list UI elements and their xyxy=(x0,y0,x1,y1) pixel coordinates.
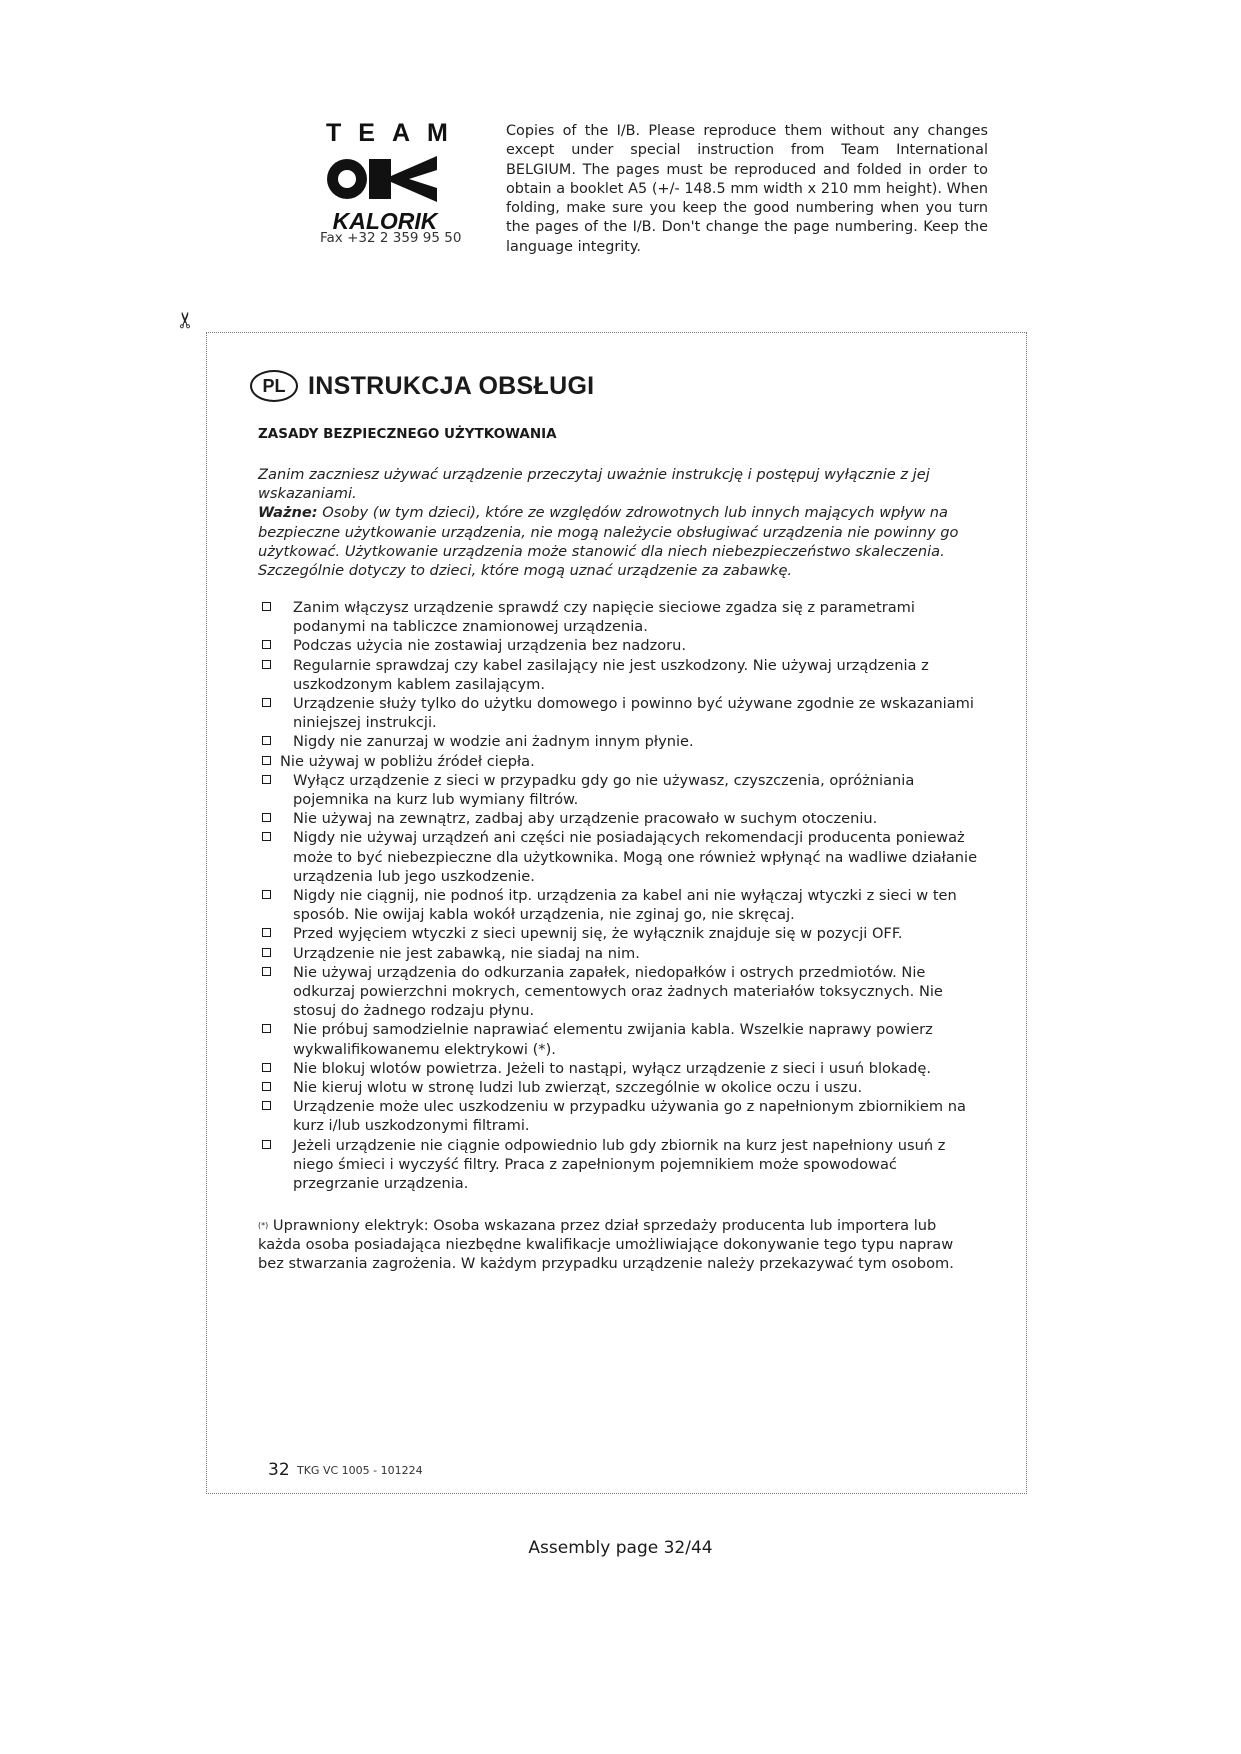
important-text: Osoby (w tym dzieci), które ze względów zdrowotnych lub innych mających wpływ na bezpieczne użytkowanie urządzenia, nie mogą należycie obsługiwać urządzenia nie powinny go użytkować. Użytkowanie urządzenia może stanowić dla niech niebezpieczeństwo skaleczenia. Szczególnie dotyczy to dzieci, które mogą uznać urządzenie za zabawkę. xyxy=(258,504,959,580)
checkbox-bullet-icon xyxy=(262,698,271,707)
checkbox-bullet-icon xyxy=(262,832,271,841)
list-item: Urządzenie nie jest zabawką, nie siadaj na nim. xyxy=(258,944,980,963)
list-item: Nigdy nie zanurzaj w wodzie ani żadnym innym płynie. xyxy=(258,732,980,751)
manual-title-row xyxy=(250,370,594,402)
checkbox-bullet-icon xyxy=(262,660,271,669)
checkbox-bullet-icon xyxy=(262,1101,271,1110)
fax-number: Fax +32 2 359 95 50 xyxy=(320,230,462,246)
kalorik-k-icon xyxy=(325,150,445,208)
footnote xyxy=(258,1216,980,1274)
list-item: Nie próbuj samodzielnie naprawiać elementu zwijania kabla. Wszelkie naprawy powierz wykwalifikowanemu elektrykowi (*). xyxy=(258,1020,980,1058)
list-item: Jeżeli urządzenie nie ciągnie odpowiednio lub gdy zbiornik na kurz jest napełniony usuń z niego śmieci i wyczyść filtry. Praca z zapełnionym pojemnikiem może spowodować przegrzanie urządzenia. xyxy=(258,1136,980,1194)
list-item: Nie używaj w pobliżu źródeł ciepła. xyxy=(258,752,980,771)
checkbox-bullet-icon xyxy=(262,928,271,937)
model-code: TKG VC 1005 - 101224 xyxy=(297,1464,423,1477)
page-title: INSTRUKCJA OBSŁUGI xyxy=(308,371,595,400)
list-item: Regularnie sprawdzaj czy kabel zasilający nie jest uszkodzony. Nie używaj urządzenia z uszkodzonym kablem zasilającym. xyxy=(258,656,980,694)
list-item: Nie używaj urządzenia do odkurzania zapałek, niedopałków i ostrych przedmiotów. Nie odkurzaj powierzchni mokrych, cementowych oraz żadnych materiałów toksycznych. Nie stosuj do żadnego rodzaju płynu. xyxy=(258,963,980,1021)
logo-bottom-text: KALORIK xyxy=(332,208,438,234)
checkbox-bullet-icon xyxy=(262,1082,271,1091)
checkbox-bullet-icon xyxy=(262,1140,271,1149)
list-item: Nigdy nie ciągnij, nie podnoś itp. urządzenia za kabel ani nie wyłączaj wtyczki z sieci w ten sposób. Nie owijaj kabla wokół urządzenia, nie zginaj go, nie skręcaj. xyxy=(258,886,980,924)
team-kalorik-logo xyxy=(318,119,465,234)
checkbox-bullet-icon xyxy=(262,1063,271,1072)
checkbox-bullet-icon xyxy=(262,890,271,899)
intro-paragraph xyxy=(258,465,980,580)
list-item: Wyłącz urządzenie z sieci w przypadku gdy go nie używasz, czyszczenia, opróżniania pojemnika na kurz lub wymiany filtrów. xyxy=(258,771,980,809)
logo-top-text: TEAM xyxy=(326,119,465,147)
list-item: Nigdy nie używaj urządzeń ani części nie posiadających rekomendacji producenta ponieważ może to być niebezpieczne dla użytkownika. Mogą one również wpłynąć na wadliwe działanie urządzenia lub jego uszkodzenie. xyxy=(258,828,980,886)
footnote-mark: (*) xyxy=(258,1221,269,1230)
checkbox-bullet-icon xyxy=(262,756,271,765)
checkbox-bullet-icon xyxy=(262,775,271,784)
checkbox-bullet-icon xyxy=(262,948,271,957)
list-item: Nie kieruj wlotu w stronę ludzi lub zwierząt, szczególnie w okolice oczu i uszu. xyxy=(258,1078,980,1097)
assembly-page-label: Assembly page 32/44 xyxy=(528,1538,713,1558)
checkbox-bullet-icon xyxy=(262,602,271,611)
list-item: Urządzenie służy tylko do użytku domowego i powinno być używane zgodnie ze wskazaniami niniejszej instrukcji. xyxy=(258,694,980,732)
important-note xyxy=(258,503,980,580)
intro-text: Zanim zaczniesz używać urządzenie przeczytaj uważnie instrukcję i postępuj wyłącznie z jej wskazaniami. xyxy=(258,466,930,503)
list-item: Przed wyjęciem wtyczki z sieci upewnij się, że wyłącznik znajduje się w pozycji OFF. xyxy=(258,924,980,943)
list-item: Zanim włączysz urządzenie sprawdź czy napięcie sieciowe zgadza się z parametrami podanymi na tabliczce znamionowej urządzenia. xyxy=(258,598,980,636)
reproduction-instructions: Copies of the I/B. Please reproduce them without any changes except under special instruction from Team International BELGIUM. The pages must be reproduced and folded in order to obtain a booklet A5 (+/- 148.5 mm width x 210 mm height). When folding, make sure you keep the good numbering when you turn the pages of the I/B. Don't change the page numbering. Keep the language integrity. xyxy=(506,123,988,255)
safety-list xyxy=(258,598,980,1193)
list-item: Urządzenie może ulec uszkodzeniu w przypadku używania go z napełnionym zbiornikiem na kurz i/lub uszkodzonymi filtrami. xyxy=(258,1097,980,1135)
list-item: Podczas użycia nie zostawiaj urządzenia bez nadzoru. xyxy=(258,636,980,655)
checkbox-bullet-icon xyxy=(262,1024,271,1033)
checkbox-bullet-icon xyxy=(262,813,271,822)
language-badge: PL xyxy=(250,370,298,402)
important-label: Ważne: xyxy=(258,504,318,522)
list-item: Nie blokuj wlotów powietrza. Jeżeli to nastąpi, wyłącz urządzenie z sieci i usuń blokadę. xyxy=(258,1059,980,1078)
scissors-icon: ✂ xyxy=(174,310,200,330)
list-item: Nie używaj na zewnątrz, zadbaj aby urządzenie pracowało w suchym otoczeniu. xyxy=(258,809,980,828)
section-heading: ZASADY BEZPIECZNEGO UŻYTKOWANIA xyxy=(258,426,557,442)
checkbox-bullet-icon xyxy=(262,967,271,976)
checkbox-bullet-icon xyxy=(262,736,271,745)
page-number: 32 xyxy=(268,1460,290,1480)
footnote-text: Uprawniony elektryk: Osoba wskazana przez dział sprzedaży producenta lub importera lub każda osoba posiadająca niezbędne kwalifikacje umożliwiające dokonywanie tego typu napraw bez stwarzania zagrożenia. W każdym przypadku urządzenie należy przekazywać tym osobom. xyxy=(258,1217,954,1273)
checkbox-bullet-icon xyxy=(262,640,271,649)
